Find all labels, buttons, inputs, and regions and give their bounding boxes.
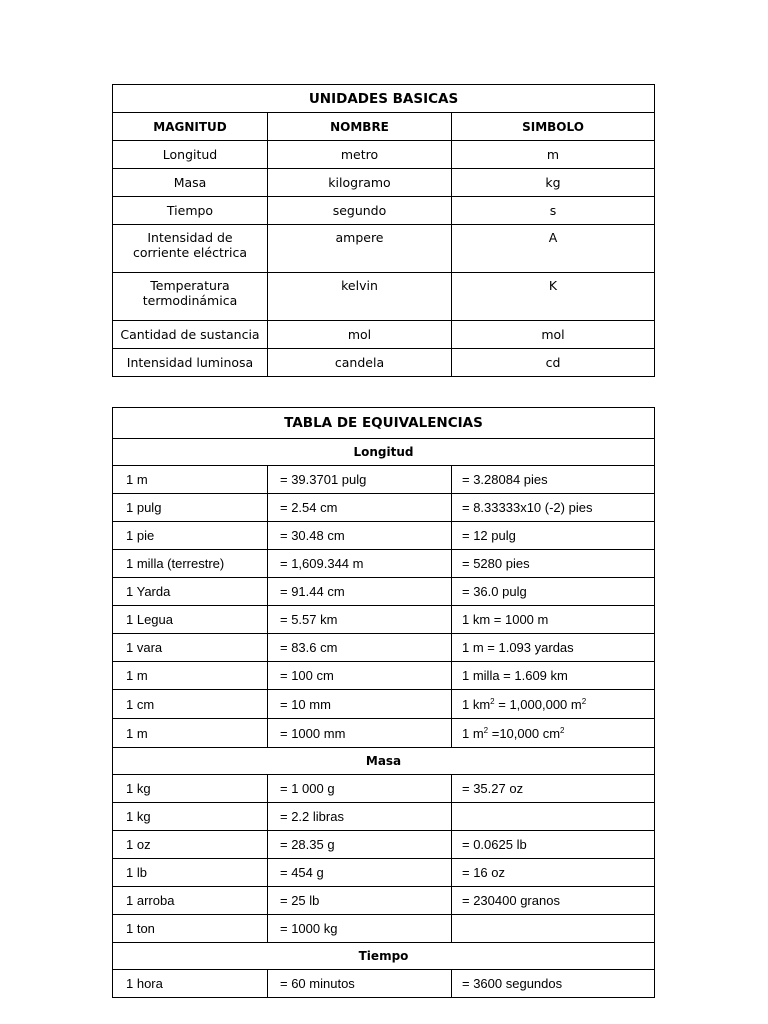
simbolo-cell: mol bbox=[452, 321, 655, 349]
eq-part: 1 m bbox=[462, 725, 484, 741]
eq-part: 1 km bbox=[462, 696, 491, 712]
simbolo-cell: cd bbox=[452, 349, 655, 377]
equivalence-cell: = 16 oz bbox=[452, 859, 655, 887]
table-row bbox=[113, 466, 655, 494]
unit-cell: 1 pulg bbox=[113, 494, 268, 522]
nombre-cell: kelvin bbox=[268, 273, 452, 321]
nombre-cell: mol bbox=[268, 321, 452, 349]
equivalence-cell: = 12 pulg bbox=[452, 522, 655, 550]
table-row bbox=[113, 662, 655, 690]
nombre-cell: metro bbox=[268, 141, 452, 169]
superscript: 2 bbox=[560, 725, 565, 735]
equivalence-cell: = 1000 kg bbox=[268, 915, 452, 943]
table-row bbox=[113, 859, 655, 887]
unit-cell: 1 lb bbox=[113, 859, 268, 887]
magnitud-cell: Intensidad luminosa bbox=[113, 349, 268, 377]
table-row bbox=[113, 831, 655, 859]
magnitud-cell: Longitud bbox=[113, 141, 268, 169]
nombre-cell: segundo bbox=[268, 197, 452, 225]
unit-cell: 1 ton bbox=[113, 915, 268, 943]
table-row bbox=[113, 634, 655, 662]
table-row bbox=[113, 970, 655, 998]
equivalence-cell: = 230400 granos bbox=[452, 887, 655, 915]
section-header-longitud: Longitud bbox=[113, 439, 655, 466]
unit-cell: 1 Legua bbox=[113, 606, 268, 634]
unit-cell: 1 hora bbox=[113, 970, 268, 998]
table-row bbox=[113, 719, 655, 748]
section-header-tiempo: Tiempo bbox=[113, 943, 655, 970]
magnitud-line-2: termodinámica bbox=[142, 293, 238, 308]
equivalence-cell bbox=[452, 690, 655, 719]
unit-cell: 1 milla (terrestre) bbox=[113, 550, 268, 578]
eq-part: = 1,000,000 m bbox=[494, 696, 582, 712]
table-row bbox=[113, 494, 655, 522]
table-row bbox=[113, 169, 655, 197]
magnitud-line-1: Temperatura bbox=[150, 278, 230, 293]
equivalence-cell: = 35.27 oz bbox=[452, 775, 655, 803]
nombre-cell: ampere bbox=[268, 225, 452, 273]
unit-cell: 1 Yarda bbox=[113, 578, 268, 606]
magnitud-cell bbox=[113, 225, 268, 273]
equivalence-cell: = 2.54 cm bbox=[268, 494, 452, 522]
simbolo-cell: A bbox=[452, 225, 655, 273]
equivalence-cell: = 1000 mm bbox=[268, 719, 452, 748]
table-row bbox=[113, 141, 655, 169]
nombre-cell: kilogramo bbox=[268, 169, 452, 197]
unit-cell: 1 m bbox=[113, 719, 268, 748]
table-title: UNIDADES BASICAS bbox=[113, 85, 655, 113]
superscript: 2 bbox=[490, 696, 495, 706]
simbolo-cell: s bbox=[452, 197, 655, 225]
column-header-nombre: NOMBRE bbox=[268, 113, 452, 141]
unit-cell: 1 pie bbox=[113, 522, 268, 550]
tabla-equivalencias bbox=[112, 407, 655, 998]
nombre-cell: candela bbox=[268, 349, 452, 377]
unit-cell: 1 m bbox=[113, 466, 268, 494]
magnitud-line-2: corriente eléctrica bbox=[132, 245, 247, 260]
equivalence-cell: = 2.2 libras bbox=[268, 803, 452, 831]
eq-part: =10,000 cm bbox=[488, 725, 561, 741]
simbolo-cell: m bbox=[452, 141, 655, 169]
table-row bbox=[113, 690, 655, 719]
unit-cell: 1 cm bbox=[113, 690, 268, 719]
equivalence-cell: = 30.48 cm bbox=[268, 522, 452, 550]
table-row bbox=[113, 887, 655, 915]
section-header-masa: Masa bbox=[113, 748, 655, 775]
simbolo-cell: K bbox=[452, 273, 655, 321]
superscript: 2 bbox=[483, 725, 489, 735]
table-row bbox=[113, 775, 655, 803]
equivalence-cell: = 36.0 pulg bbox=[452, 578, 655, 606]
equivalence-cell: = 91.44 cm bbox=[268, 578, 452, 606]
equivalence-cell: = 100 cm bbox=[268, 662, 452, 690]
equivalence-cell: = 3.28084 pies bbox=[452, 466, 655, 494]
equivalence-cell: = 10 mm bbox=[268, 690, 452, 719]
unit-cell: 1 oz bbox=[113, 831, 268, 859]
magnitud-line-1: Intensidad de bbox=[147, 230, 233, 245]
table-row bbox=[113, 550, 655, 578]
unit-cell: 1 arroba bbox=[113, 887, 268, 915]
table-row bbox=[113, 225, 655, 273]
equivalence-cell: = 0.0625 lb bbox=[452, 831, 655, 859]
magnitud-cell: Masa bbox=[113, 169, 268, 197]
equivalence-cell: = 1 000 g bbox=[268, 775, 452, 803]
column-header-magnitud: MAGNITUD bbox=[113, 113, 268, 141]
equivalence-cell: = 5.57 km bbox=[268, 606, 452, 634]
equivalence-cell: = 5280 pies bbox=[452, 550, 655, 578]
equivalence-cell: = 8.33333x10 (-2) pies bbox=[452, 494, 655, 522]
equivalence-cell: = 3600 segundos bbox=[452, 970, 655, 998]
equivalence-cell: = 83.6 cm bbox=[268, 634, 452, 662]
table-row bbox=[113, 273, 655, 321]
table-row bbox=[113, 915, 655, 943]
equivalence-cell bbox=[452, 915, 655, 943]
unit-cell: 1 vara bbox=[113, 634, 268, 662]
equivalence-cell: = 25 lb bbox=[268, 887, 452, 915]
equivalence-cell: = 28.35 g bbox=[268, 831, 452, 859]
table-row bbox=[113, 522, 655, 550]
equivalence-cell bbox=[452, 719, 655, 748]
magnitud-cell: Cantidad de sustancia bbox=[113, 321, 268, 349]
magnitud-cell bbox=[113, 273, 268, 321]
table-row bbox=[113, 197, 655, 225]
simbolo-cell: kg bbox=[452, 169, 655, 197]
table-row bbox=[113, 606, 655, 634]
equivalence-cell: 1 km = 1000 m bbox=[452, 606, 655, 634]
equivalence-cell: = 454 g bbox=[268, 859, 452, 887]
table-row bbox=[113, 803, 655, 831]
equivalence-cell: 1 milla = 1.609 km bbox=[452, 662, 655, 690]
unit-cell: 1 kg bbox=[113, 803, 268, 831]
equivalence-cell: 1 m = 1.093 yardas bbox=[452, 634, 655, 662]
table-row bbox=[113, 321, 655, 349]
unit-cell: 1 kg bbox=[113, 775, 268, 803]
equivalence-cell: = 39.3701 pulg bbox=[268, 466, 452, 494]
equivalence-cell: = 1,609.344 m bbox=[268, 550, 452, 578]
table-title: TABLA DE EQUIVALENCIAS bbox=[113, 408, 655, 439]
equivalence-cell bbox=[452, 803, 655, 831]
column-header-simbolo: SIMBOLO bbox=[452, 113, 655, 141]
equivalence-cell: = 60 minutos bbox=[268, 970, 452, 998]
table-row bbox=[113, 349, 655, 377]
superscript: 2 bbox=[581, 696, 587, 706]
magnitud-cell: Tiempo bbox=[113, 197, 268, 225]
unidades-basicas-table bbox=[112, 84, 655, 377]
unit-cell: 1 m bbox=[113, 662, 268, 690]
table-row bbox=[113, 578, 655, 606]
